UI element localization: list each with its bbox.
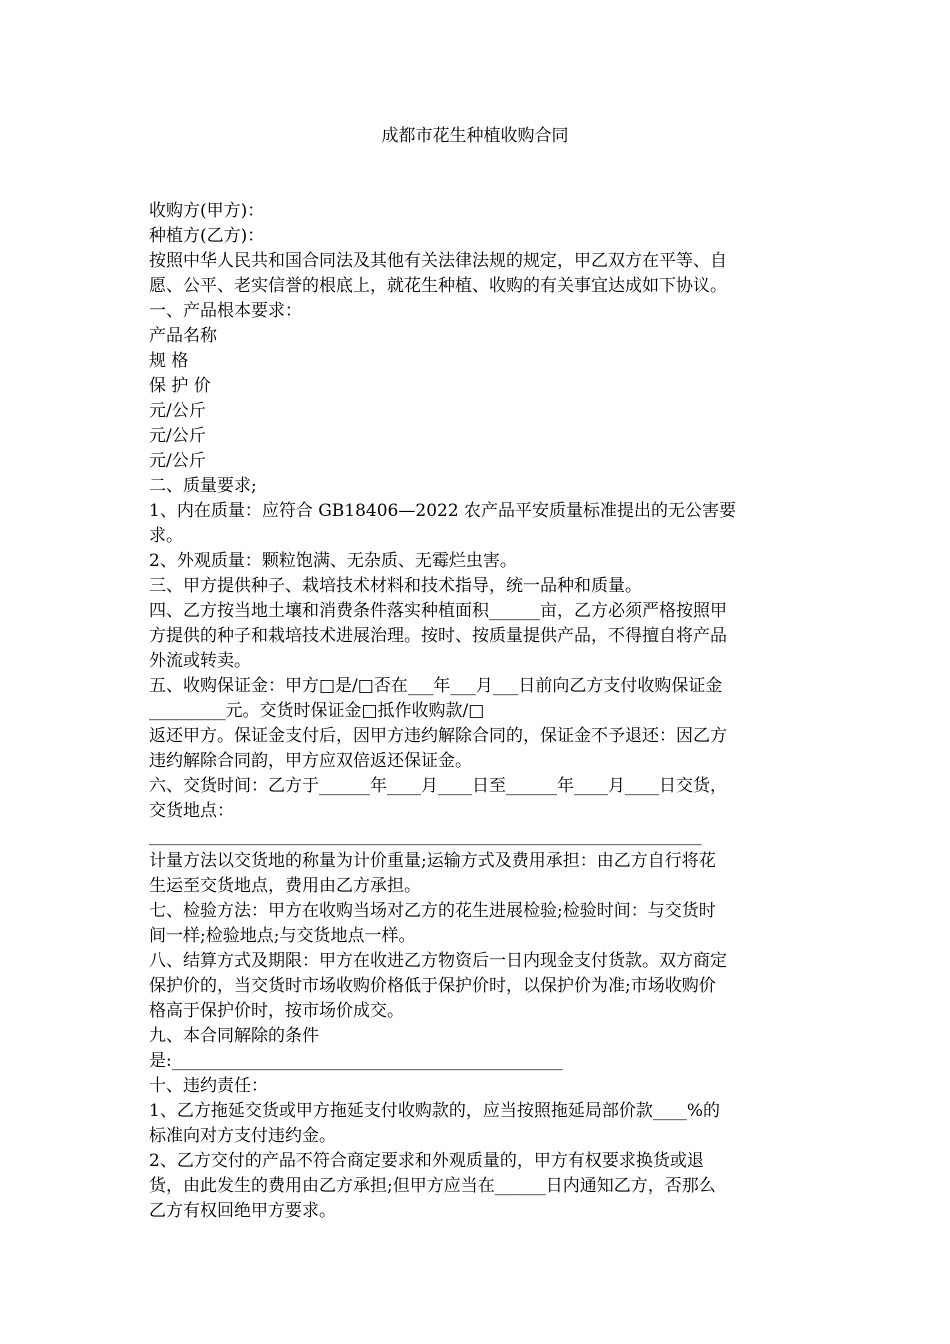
document-line: 乙方有权回绝甲方要求。	[149, 1201, 336, 1221]
document-line: 十、违约责任：	[149, 1076, 268, 1096]
document-line: 计量方法以交货地的称量为计价重量;运输方式及费用承担：由乙方自行将花	[149, 851, 716, 871]
document-line: 二、质量要求;	[149, 476, 257, 496]
document-line: 规 格	[149, 351, 189, 371]
document-line: 四、乙方按当地土壤和消费条件落实种植面积______亩，乙方必须严格按照甲	[149, 601, 727, 621]
document-line: 七、检验方法：甲方在收购当场对乙方的花生进展检验;检验时间：与交货时	[149, 901, 716, 921]
document-line: 外流或转卖。	[149, 651, 251, 671]
document-line: 种植方(乙方)：	[149, 226, 265, 246]
document-line: 违约解除合同韵，甲方应双倍返还保证金。	[149, 751, 472, 771]
document-line: 求。	[149, 526, 183, 546]
document-line: 保护价的，当交货时市场收购价格低于保护价时，以保护价为准;市场收购价	[149, 976, 716, 996]
document-line: 间一样;检验地点;与交货地点一样。	[149, 926, 416, 946]
document-line: _________元。交货时保证金□抵作收购款/□	[149, 701, 485, 721]
document-line: 保 护 价	[149, 376, 211, 396]
document-line: 交货地点：	[149, 801, 234, 821]
document-line: 方提供的种子和栽培技术进展治理。按时、按质量提供产品，不得擅自将产品	[149, 626, 727, 646]
document-line: 六、交货时间：乙方于______年____月____日至______年____月____日交货，	[149, 776, 727, 796]
document-line: 标准向对方支付违约金。	[149, 1126, 336, 1146]
document-line: 返还甲方。保证金支付后，因甲方违约解除合同的，保证金不予退还：因乙方	[149, 726, 727, 746]
document-line: 产品名称	[149, 326, 217, 346]
document-line: 元/公斤	[149, 426, 206, 446]
document-line: 1、内在质量：应符合 GB18406—2022 农产品平安质量标准提出的无公害要	[149, 501, 737, 521]
document-body	[149, 199, 809, 1224]
document-line: 一、产品根本要求：	[149, 301, 302, 321]
document-line: 2、外观质量：颗粒饱满、无杂质、无霉烂虫害。	[149, 551, 517, 571]
document-title: 成都市花生种植收购合同	[381, 126, 569, 146]
document-line: 九、本合同解除的条件	[149, 1026, 319, 1046]
document-line: _________________________________________________________________	[149, 826, 702, 846]
document-line: 是:______________________________________________	[149, 1051, 563, 1071]
document-line: 生运至交货地点，费用由乙方承担。	[149, 876, 421, 896]
document-line: 1、乙方拖延交货或甲方拖延支付收购款的，应当按照拖延局部价款____%的	[149, 1101, 720, 1121]
document-line: 元/公斤	[149, 401, 206, 421]
document-line: 五、收购保证金：甲方□是/□否在___年___月___日前向乙方支付收购保证金	[149, 676, 723, 696]
document-line: 按照中华人民共和国合同法及其他有关法律法规的规定，甲乙双方在平等、自	[149, 251, 727, 271]
document-line: 元/公斤	[149, 451, 206, 471]
document-line: 格高于保护价时，按市场价成交。	[149, 1001, 404, 1021]
document-line: 2、乙方交付的产品不符合商定要求和外观质量的，甲方有权要求换货或退	[149, 1151, 704, 1171]
document-line: 三、甲方提供种子、栽培技术材料和技术指导，统一品种和质量。	[149, 576, 642, 596]
document-line: 收购方(甲方)：	[149, 201, 265, 221]
document-line: 八、结算方式及期限：甲方在收进乙方物资后一日内现金支付货款。双方商定	[149, 951, 727, 971]
document-line: 愿、公平、老实信誉的根底上，就花生种植、收购的有关事宜达成如下协议。	[149, 276, 727, 296]
document-line: 货，由此发生的费用由乙方承担;但甲方应当在______日内通知乙方，否那么	[149, 1176, 716, 1196]
